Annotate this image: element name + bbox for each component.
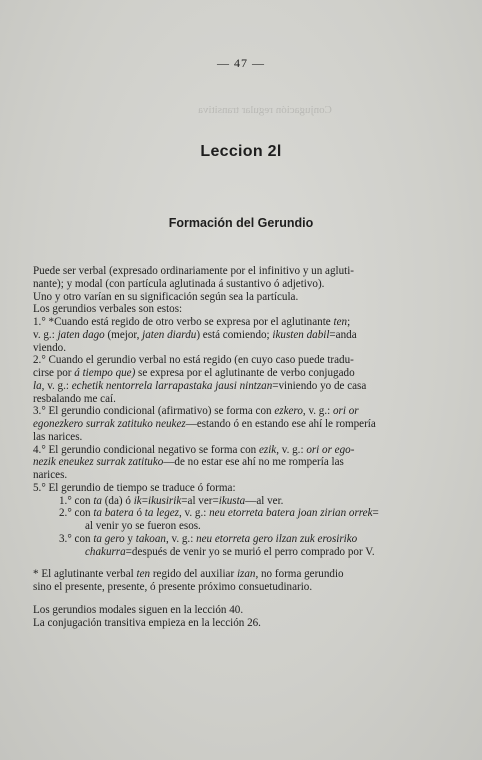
para-2: Uno y otro varían en su significación según sea la partícula. — [33, 290, 299, 303]
sub-item-2b: al venir yo se fueron esos. — [85, 520, 201, 532]
sub-item-3: 3.° con ta gero y takoan, v. g.: neu etorreta gero ilzan zuk erosiriko — [59, 532, 358, 545]
section-subtitle: Formación del Gerundio — [168, 216, 314, 230]
item-2d: resbalando me caí. — [33, 392, 116, 405]
sub-item-2: 2.° con ta batera ó ta legez, v. g.: neu etorreta batera joan zirian orrek= — [59, 507, 379, 520]
footnote-a: * El aglutinante verbal ten regido del auxiliar izan, no forma gerundio — [33, 568, 344, 581]
item-1: 1.° *Cuando está regido de otro verbo se expresa por el aglutinante ten; — [33, 316, 351, 328]
item-3b: egonezkero surrak zatituko neukez—estando ó en estando ese ahí le rompería — [33, 418, 376, 430]
item-4a: 4.° El gerundio condicional negativo se forma con ezik, v. g.: ori or ego- — [33, 443, 355, 456]
closing-note-1: Los gerundios modales siguen en la lección 40. — [33, 603, 244, 616]
sub-item-1: 1.° con ta (da) ó ik=ikusirik=al ver=ikusta—al ver. — [59, 494, 284, 507]
item-1b: v. g.: jaten dago (mejor, jaten diardu) está comiendo; ikusten dabil=anda — [33, 328, 357, 341]
item-2a: 2.° Cuando el gerundio verbal no está regido (en cuyo caso puede tradu- — [33, 354, 354, 367]
item-4b: nezik eneukez surrak zatituko—de no estar ese ahí no me rompería las — [33, 456, 344, 469]
item-3c: las narices. — [33, 430, 83, 443]
item-2b: cirse por á tiempo que) se expresa por el aglutinante de verbo conjugado — [33, 367, 355, 379]
footnote-b: sino el presente, presente, ó presente próximo consuetudinario. — [33, 581, 313, 593]
para-3: Los gerundios verbales son estos: — [33, 303, 183, 316]
bleed-through-text: Conjugación regular transitiva — [198, 104, 332, 116]
item-2c: la, v. g.: echetik nentorrela larrapastaka jausi nintzan=viniendo yo de casa — [33, 379, 367, 392]
closing-note-2: La conjugación transitiva empieza en la lección 26. — [33, 616, 261, 629]
para-1a: Puede ser verbal (expresado ordinariamente por el infinitivo y un agluti- — [33, 265, 354, 277]
body-text — [33, 265, 451, 629]
item-5: 5.° El gerundio de tiempo se traduce ó forma: — [33, 481, 236, 494]
sub-item-3b: chakurra=después de venir yo se murió el perro comprado por V. — [85, 545, 375, 558]
item-3a: 3.° El gerundio condicional (afirmativo) se forma con ezkero, v. g.: ori or — [33, 405, 359, 418]
item-4c: narices. — [33, 469, 68, 481]
para-1b: nante); y modal (con partícula aglutinada á sustantivo ó adjetivo). — [33, 277, 325, 290]
page-number: — 47 — — [217, 56, 265, 70]
lesson-title: Leccion 2l — [200, 143, 282, 160]
item-1c: viendo. — [33, 341, 66, 354]
